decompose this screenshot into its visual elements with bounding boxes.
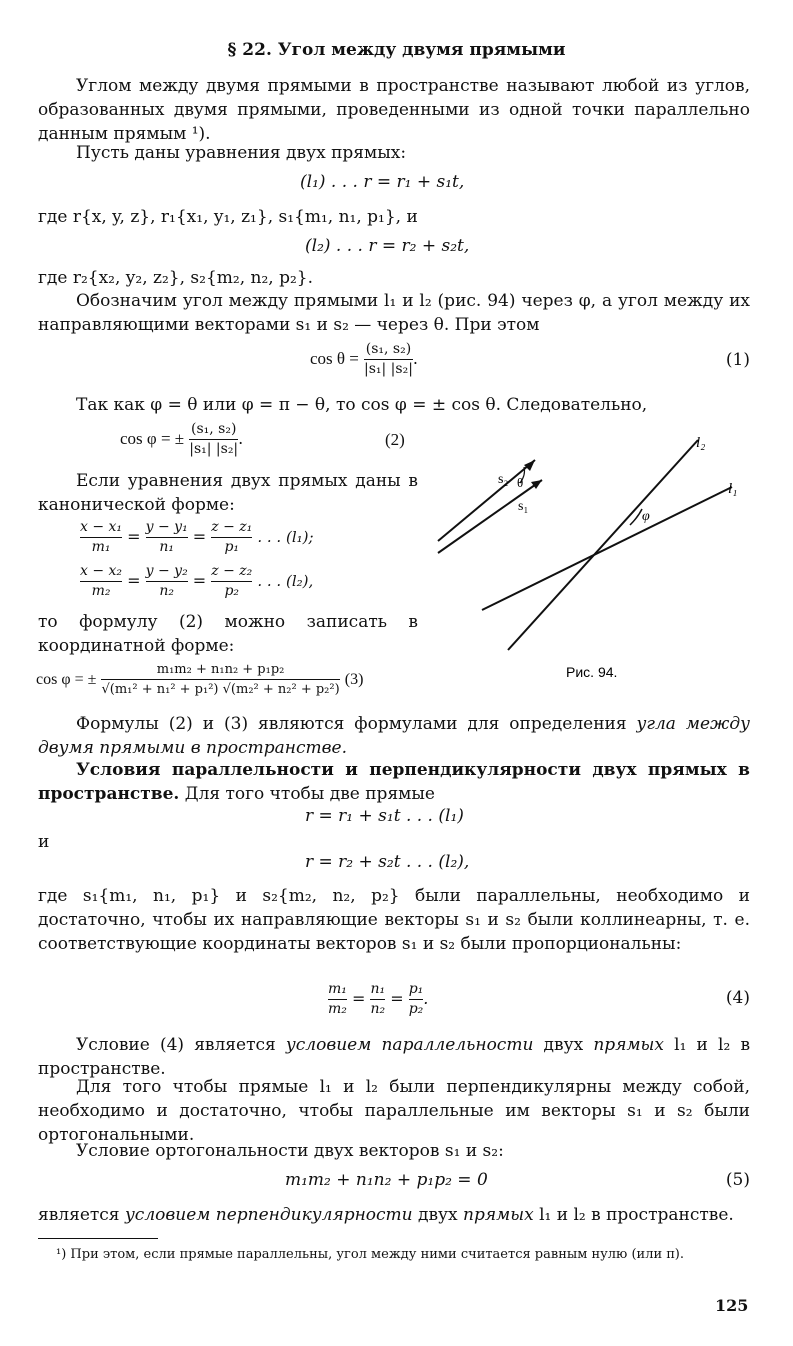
emphasis: условием перпендикулярности — [124, 1205, 413, 1225]
paragraph: где r{x, y, z}, r₁{x₁, y₁, z₁}, s₁{m₁, n₁, p₁}, и — [38, 207, 418, 227]
page-number: 125 — [715, 1296, 749, 1315]
label: . . . (l₁); — [257, 528, 314, 546]
footnote: ¹) При этом, если прямые параллельны, угол между ними считается равным нулю (или π). — [56, 1247, 685, 1262]
numerator: y − y₁ — [145, 519, 188, 535]
paragraph: где s₁{m₁, n₁, p₁} и s₂{m₂, n₂, p₂} были параллельны, необходимо и достаточно, чтобы их направляющие векторы s₁ и s₂ были коллинеарны, т. е. соответствующие координаты векторов s₁ и s₂ были пропорциональны: — [38, 886, 750, 954]
text: двух — [533, 1035, 594, 1055]
label-l2: l₂ — [696, 435, 706, 451]
denominator: n₂ — [146, 581, 188, 601]
equation-number: (2) — [385, 430, 405, 449]
fraction — [101, 660, 339, 699]
equation-number: (5) — [725, 1170, 750, 1190]
equation-l1: (l₁) . . . r = r₁ + s₁t, — [300, 172, 465, 192]
paragraph: Обозначим угол между прямыми l₁ и l₂ (рис. 94) через φ, а угол между их направляющими векторами s₁ и s₂ — через θ. При этом — [38, 291, 750, 335]
paragraph — [38, 712, 750, 760]
denominator: p₂ — [211, 581, 252, 601]
emphasis: условием параллельности — [285, 1035, 534, 1055]
formula-1: cos θ = $\frac{\text{(s₁, s₂)}}{\text{|s₁| |s₂|}}$ . — [310, 341, 419, 377]
paragraph: Углом между двумя прямыми в пространстве называют любой из углов, образованных двумя прямыми, проведенными из одной точки параллельно данным прямым ¹). — [38, 76, 750, 144]
formula-lhs: cos θ = — [310, 349, 359, 368]
formula-2: cos φ = ± $\frac{\text{(s₁, s₂)}}{\text{|s₁| |s₂|}}$ . — [120, 421, 244, 457]
numerator: x − x₂ — [80, 563, 123, 579]
label-phi: φ — [642, 509, 650, 524]
figure-94 — [420, 425, 760, 695]
label-l1: l₁ — [728, 481, 738, 497]
numerator: (s₁, s₂) — [190, 421, 237, 437]
formula-lhs: cos φ = ± — [120, 429, 185, 448]
canonical-equation-l1: $\frac{\text{x − x₁}}{\text{m₁}}$ = $\frac{\text{y − y₁}}{\text{n₁}}$ = $\frac{\text{z − z₁}}{\text{p₁}}$ . . . (l₁); — [80, 519, 314, 555]
denominator: p₁ — [211, 537, 252, 557]
canonical-equation-l2: $\frac{\text{x − x₂}}{\text{m₂}}$ = $\frac{\text{y − y₂}}{\text{n₂}}$ = $\frac{\text{z − z₂}}{\text{p₂}}$ . . . (l₂), — [80, 563, 314, 599]
equation-number: (3) — [344, 671, 364, 688]
denominator: |s₁| |s₂| — [189, 441, 239, 457]
emphasis: прямых — [593, 1035, 664, 1055]
numerator: m₁ — [328, 981, 347, 997]
numerator: y − y₂ — [145, 563, 188, 579]
label-s2: s₂ — [498, 472, 509, 487]
denominator: m₂ — [80, 581, 122, 601]
formula-3 — [36, 660, 363, 699]
emphasis: угла между двумя прямыми в пространстве. — [38, 714, 751, 758]
formula-lhs: cos φ = ± — [36, 671, 97, 688]
denominator: m₂ — [328, 1001, 347, 1017]
numerator: m₁m₂ + n₁n₂ + p₁p₂ — [156, 662, 285, 677]
text: Условие (4) является — [76, 1035, 286, 1055]
line-l2 — [508, 440, 698, 650]
label-theta: θ — [517, 475, 524, 490]
paragraph: Для того чтобы прямые l₁ и l₂ были перпендикулярны между собой, необходимо и достаточно, чтобы параллельные им векторы s₁ и s₂ были ортогональными. — [38, 1077, 750, 1145]
numerator: z − z₂ — [211, 563, 253, 579]
section-title: § 22. Угол между двумя прямыми — [227, 40, 566, 60]
emphasis: прямых — [463, 1205, 534, 1225]
equation-parallel-l1: r = r₁ + s₁t . . . (l₁) — [305, 806, 464, 826]
fraction — [364, 340, 413, 379]
paragraph — [38, 1033, 750, 1081]
denominator: p₂ — [408, 1001, 424, 1017]
formula-4: $\frac{\text{m₁}}{\text{m₂}}$ = $\frac{\text{n₁}}{\text{n₂}}$ = $\frac{\text{p₁}}{\text{p₂}}$ . — [328, 981, 429, 1017]
arrowhead-s2 — [524, 460, 535, 471]
numerator: n₁ — [370, 981, 386, 997]
text: l₁ и l₂ в пространстве. — [533, 1205, 734, 1225]
numerator: z − z₁ — [211, 519, 253, 535]
denominator: n₂ — [370, 1001, 386, 1017]
paragraph: где r₂{x₂, y₂, z₂}, s₂{m₂, n₂, p₂}. — [38, 268, 314, 288]
conjunction: и — [38, 832, 50, 852]
text: l₁ и l₂ в пространстве. — [38, 1035, 751, 1079]
paragraph: Условие ортогональности двух векторов s₁ и s₂: — [76, 1141, 504, 1161]
denominator: n₁ — [146, 537, 188, 557]
paragraph — [38, 1203, 750, 1227]
footnote-rule — [38, 1238, 158, 1239]
paragraph: Если уравнения двух прямых даны в канонической форме: — [38, 471, 418, 515]
equation-number: (1) — [725, 350, 750, 370]
paragraph: Так как φ = θ или φ = π − θ, то cos φ = ± cos θ. Следовательно, — [76, 395, 648, 415]
numerator: x − x₁ — [80, 519, 123, 535]
figure-caption: Рис. 94. — [566, 664, 618, 680]
bold-heading: Условия параллельности и перпендикулярности двух прямых в пространстве. — [38, 760, 750, 804]
numerator: p₁ — [408, 981, 424, 997]
label: . . . (l₂), — [257, 572, 314, 590]
paragraph: Пусть даны уравнения двух прямых: — [76, 143, 407, 163]
formula-5: m₁m₂ + n₁n₂ + p₁p₂ = 0 — [285, 1170, 488, 1190]
text: Формулы (2) и (3) являются формулами для определения — [76, 714, 637, 734]
text: является — [38, 1205, 125, 1225]
text: двух — [412, 1205, 464, 1225]
equation-number: (4) — [725, 988, 750, 1008]
denominator: |s₁| |s₂| — [364, 361, 413, 377]
denominator: m₁ — [80, 537, 122, 557]
denominator: √(m₁² + n₁² + p₁²) √(m₂² + n₂² + p₂²) — [101, 679, 339, 699]
equation-l2: (l₂) . . . r = r₂ + s₂t, — [305, 236, 470, 256]
numerator: (s₁, s₂) — [365, 341, 412, 357]
paragraph: то формулу (2) можно записать в координатной форме: — [38, 612, 418, 656]
equation-parallel-l2: r = r₂ + s₂t . . . (l₂), — [305, 852, 470, 872]
vector-s1 — [438, 480, 542, 553]
fraction — [189, 420, 238, 459]
paragraph — [38, 758, 750, 806]
angle-phi-arc — [630, 509, 642, 525]
label-s1: s₁ — [518, 499, 529, 514]
text: Для того чтобы две прямые — [179, 784, 435, 804]
